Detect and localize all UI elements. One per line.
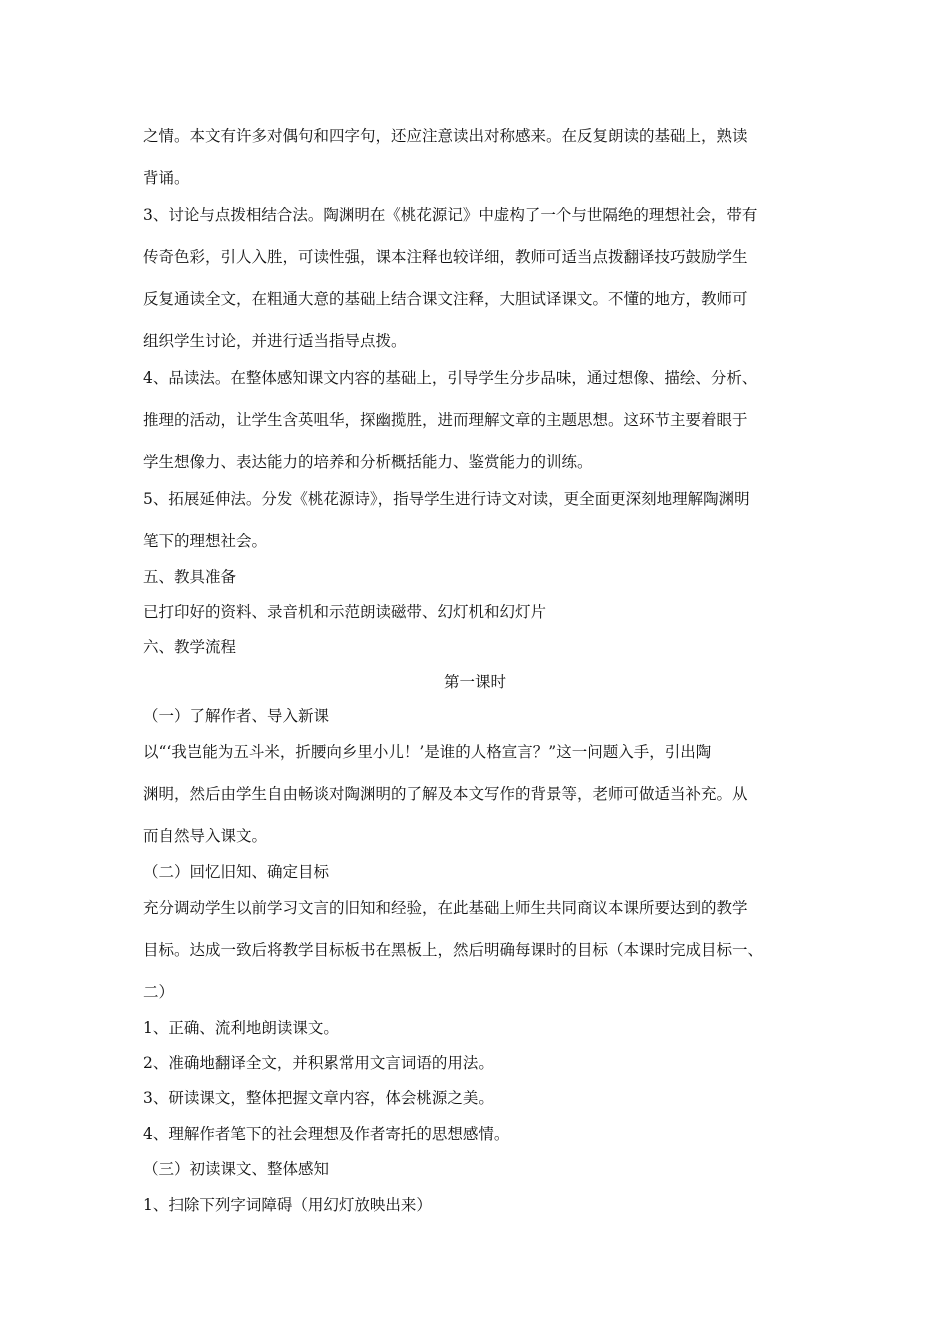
paragraph-line: 目标。达成一致后将教学目标板书在黑板上，然后明确每课时的目标（本课时完成目标一、 — [143, 941, 764, 959]
subsection-heading: （二）回忆旧知、确定目标 — [143, 863, 330, 881]
paragraph-line: 学生想像力、表达能力的培养和分析概括能力、鉴赏能力的训练。 — [143, 453, 593, 471]
paragraph-line: 笔下的理想社会。 — [143, 532, 268, 550]
paragraph-line: 已打印好的资料、录音机和示范朗读磁带、幻灯机和幻灯片 — [143, 603, 547, 621]
paragraph-line: 背诵。 — [143, 169, 190, 187]
paragraph-line: 3、讨论与点拨相结合法。陶渊明在《桃花源记》中虚构了一个与世隔绝的理想社会，带有 — [143, 206, 758, 224]
paragraph-line: 传奇色彩，引人入胜，可读性强，课本注释也较详细，教师可适当点拨翻译技巧鼓励学生 — [143, 248, 748, 266]
lesson-title: 第一课时 — [443, 673, 506, 691]
subsection-heading: （三）初读课文、整体感知 — [143, 1160, 330, 1178]
paragraph-line: 渊明，然后由学生自由畅谈对陶渊明的了解及本文写作的背景等，老师可做适当补充。从 — [143, 785, 748, 803]
paragraph-line: 推理的活动，让学生含英咀华，探幽揽胜，进而理解文章的主题思想。这环节主要着眼于 — [143, 411, 748, 429]
list-item: 1、扫除下列字词障碍（用幻灯放映出来） — [143, 1196, 432, 1214]
paragraph-line: 反复通读全文，在粗通大意的基础上结合课文注释，大胆试译课文。不懂的地方，教师可 — [143, 290, 748, 308]
paragraph-line: 而自然导入课文。 — [143, 827, 268, 845]
section-heading: 六、教学流程 — [143, 638, 237, 656]
paragraph-line: 之情。本文有许多对偶句和四字句，还应注意读出对称感来。在反复朗读的基础上，熟读 — [143, 127, 748, 145]
subsection-heading: （一）了解作者、导入新课 — [143, 707, 330, 725]
paragraph-line: 充分调动学生以前学习文言的旧知和经验，在此基础上师生共同商议本课所要达到的教学 — [143, 899, 748, 917]
paragraph-line: 以“‘我岂能为五斗米，折腰向乡里小儿！’是谁的人格宣言？”这一问题入手，引出陶 — [143, 743, 712, 761]
list-item: 3、研读课文，整体把握文章内容，体会桃源之美。 — [143, 1089, 494, 1107]
paragraph-line: 4、品读法。在整体感知课文内容的基础上，引导学生分步品味，通过想像、描绘、分析、 — [143, 369, 758, 387]
paragraph-line: 组织学生讨论，并进行适当指导点拨。 — [143, 332, 407, 350]
section-heading: 五、教具准备 — [143, 568, 237, 586]
list-item: 4、理解作者笔下的社会理想及作者寄托的思想感情。 — [143, 1125, 510, 1143]
paragraph-line: 5、拓展延伸法。分发《桃花源诗》，指导学生进行诗文对读，更全面更深刻地理解陶渊明 — [143, 490, 750, 508]
list-item: 2、准确地翻译全文，并积累常用文言词语的用法。 — [143, 1054, 494, 1072]
list-item: 1、正确、流利地朗读课文。 — [143, 1019, 339, 1037]
paragraph-line: 二） — [143, 983, 175, 1001]
